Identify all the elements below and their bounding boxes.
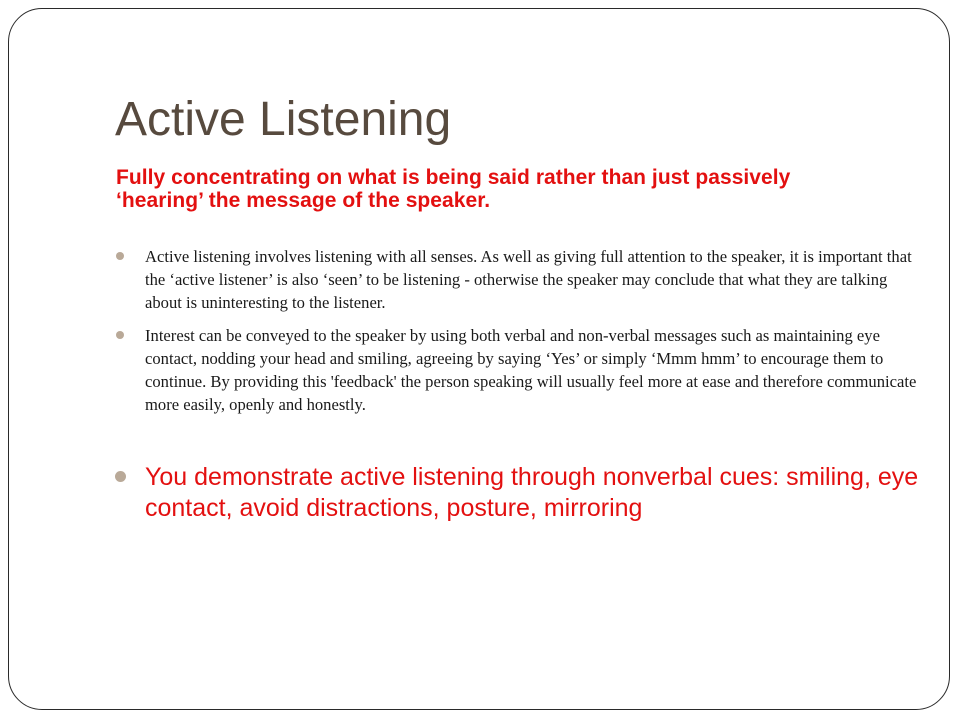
list-item	[115, 245, 925, 314]
list-item	[115, 324, 925, 416]
bullet-list	[115, 245, 925, 524]
slide-subtitle: Fully concentrating on what is being said rather than just passively ‘hearing’ the message of the speaker.	[116, 166, 791, 212]
bullet-text: You demonstrate active listening through nonverbal cues: smiling, eye contact, avoid distractions, posture, mirroring	[145, 463, 919, 522]
slide-frame	[8, 8, 950, 710]
bullet-text: Interest can be conveyed to the speaker by using both verbal and non-verbal messages such as maintaining eye contact, nodding your head and smiling, agreeing by saying ‘Yes’ or simply ‘Mmm hmm’ to encourage them to continue. By providing this 'feedback' the person speaking will usually feel more at ease and therefore communicate more easily, openly and honestly.	[145, 326, 917, 414]
bullet-dot-icon	[116, 331, 124, 339]
slide-title: Active Listening	[115, 93, 452, 146]
bullet-dot-icon	[115, 471, 126, 482]
bullet-text: Active listening involves listening with all senses. As well as giving full attention to the speaker, it is important that the ‘active listener’ is also ‘seen’ to be listening - otherwise the speaker may conclude that what they are talking about is uninteresting to the listener.	[145, 247, 912, 312]
bullet-dot-icon	[116, 252, 124, 260]
list-item-highlight	[115, 462, 925, 524]
